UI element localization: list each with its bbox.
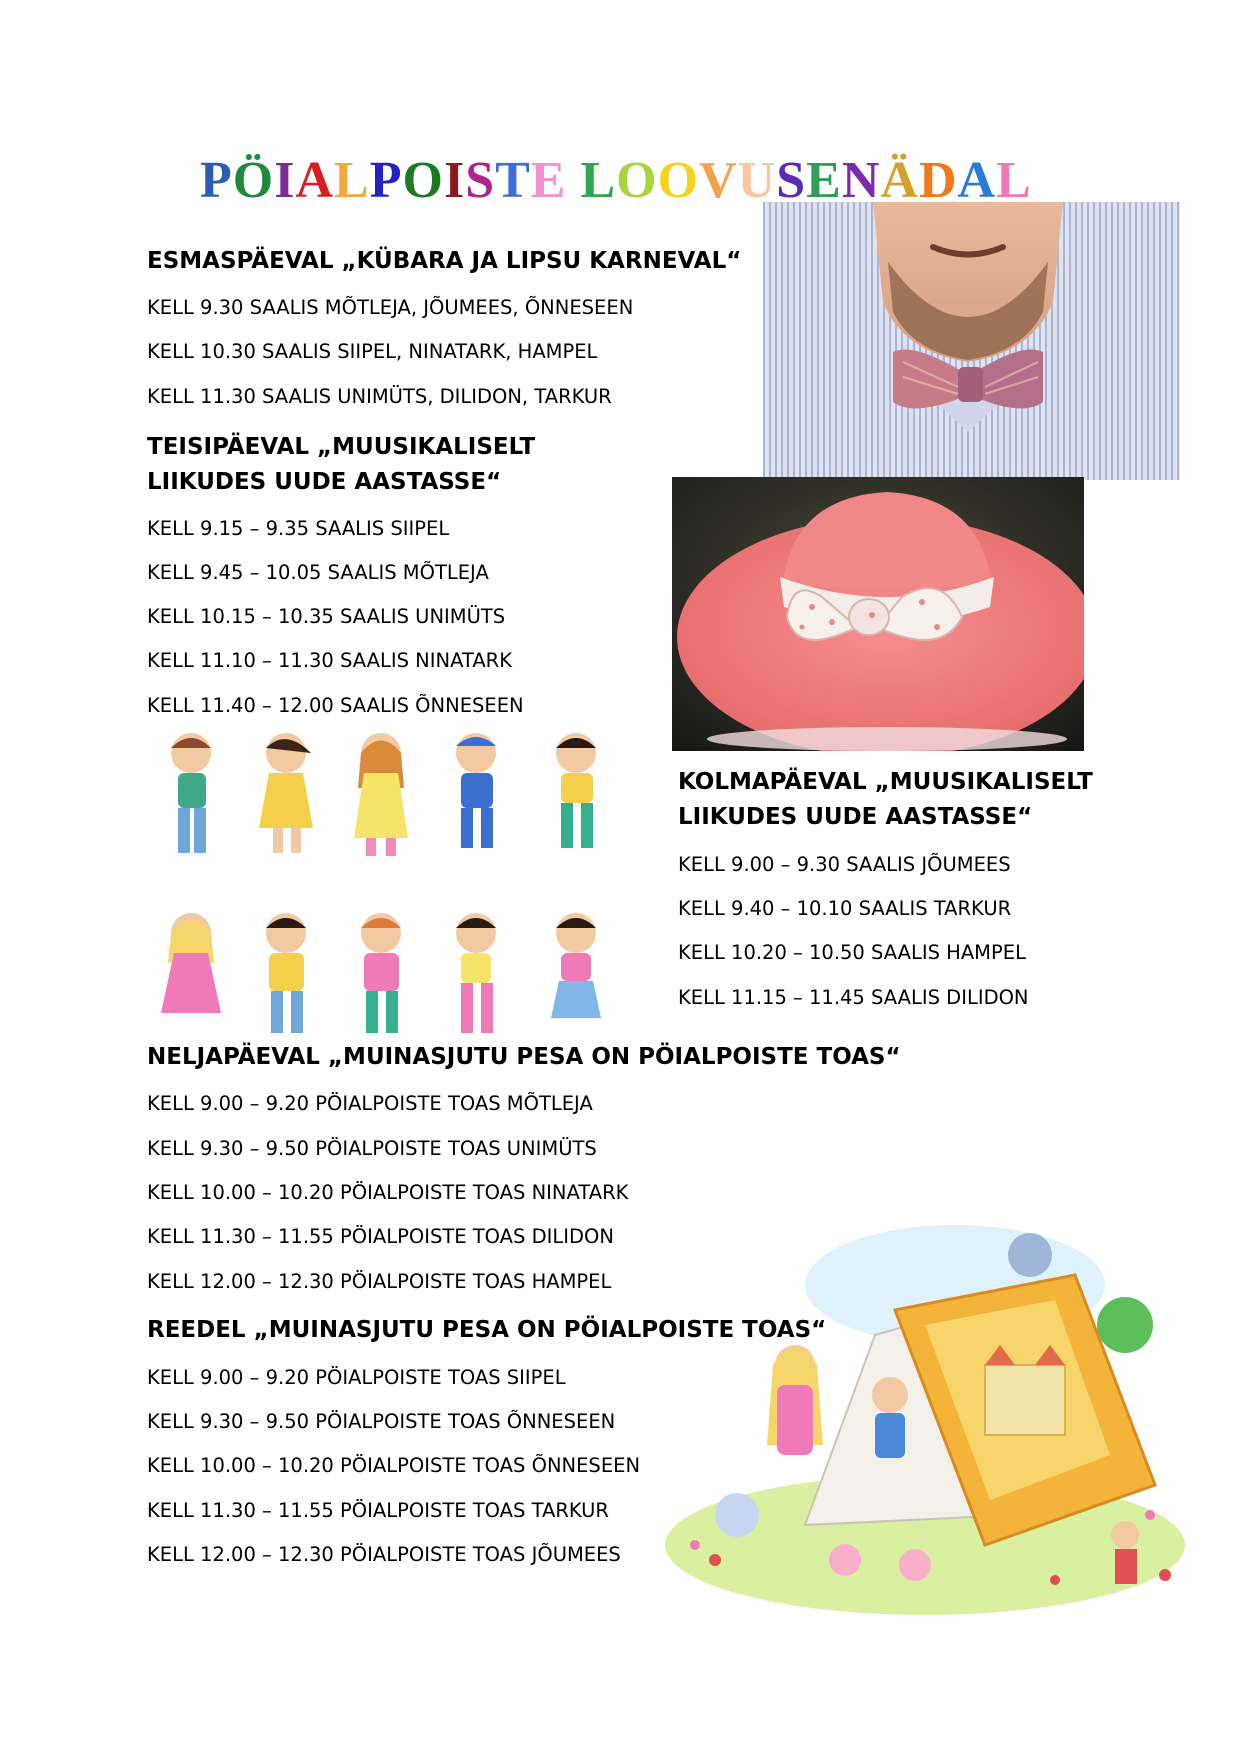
thursday-line: KELL 11.30 – 11.55 PÖIALPOISTE TOAS DILIDON [147,1225,614,1248]
title-letter: I [443,152,466,209]
monday-line: KELL 10.30 SAALIS SIIPEL, NINATARK, HAMPEL [147,340,598,363]
tuesday-line: KELL 9.45 – 10.05 SAALIS MÕTLEJA [147,561,489,584]
thursday-line: KELL 10.00 – 10.20 PÖIALPOISTE TOAS NINATARK [147,1181,629,1204]
title-letter [566,150,580,212]
monday-line: KELL 9.30 SAALIS MÕTLEJA, JÕUMEES, ÕNNESEEN [147,296,634,319]
title-letter: S [776,152,807,209]
friday-line: KELL 11.30 – 11.55 PÖIALPOISTE TOAS TARKUR [147,1499,609,1522]
friday-line: KELL 9.00 – 9.20 PÖIALPOISTE TOAS SIIPEL [147,1366,566,1389]
tuesday-line: KELL 11.40 – 12.00 SAALIS ÕNNESEEN [147,694,524,717]
title-letter: T [495,152,531,209]
storybook-illustration [655,1215,1195,1615]
title-letter: L [334,152,370,209]
thursday-heading: NELJAPÄEVAL „MUINASJUTU PESA ON PÖIALPOISTE TOAS“ [147,1044,901,1070]
title-letter: P [200,152,233,209]
title-letter: E [806,152,842,209]
title-letter: O [657,152,700,209]
title-letter: O [616,152,658,209]
title-letter: Ä [880,152,919,209]
title-letter: S [465,152,496,209]
dancing-children-illustration [136,718,656,1043]
thursday-line: KELL 9.00 – 9.20 PÖIALPOISTE TOAS MÕTLEJA [147,1092,593,1115]
tuesday-heading: TEISIPÄEVAL „MUUSIKALISELT [147,434,536,460]
title-letter: I [274,152,296,209]
thursday-line: KELL 12.00 – 12.30 PÖIALPOISTE TOAS HAMPEL [147,1270,612,1293]
hat-photo [672,477,1084,751]
title-letter: A [957,152,997,209]
title-letter: N [841,152,881,209]
wednesday-line: KELL 10.20 – 10.50 SAALIS HAMPEL [678,941,1026,964]
tuesday-line: KELL 11.10 – 11.30 SAALIS NINATARK [147,649,513,672]
tuesday-line: KELL 9.15 – 9.35 SAALIS SIIPEL [147,517,450,540]
wednesday-line: KELL 11.15 – 11.45 SAALIS DILIDON [678,986,1029,1009]
friday-line: KELL 9.30 – 9.50 PÖIALPOISTE TOAS ÕNNESEEN [147,1410,616,1433]
tuesday-heading: LIIKUDES UUDE AASTASSE“ [147,469,502,495]
thursday-line: KELL 9.30 – 9.50 PÖIALPOISTE TOAS UNIMÜTS [147,1137,597,1160]
title-letter: U [737,152,777,209]
friday-line: KELL 10.00 – 10.20 PÖIALPOISTE TOAS ÕNNESEEN [147,1454,641,1477]
wednesday-line: KELL 9.00 – 9.30 SAALIS JÕUMEES [678,853,1011,876]
title-letter: O [402,152,444,209]
friday-heading: REEDEL „MUINASJUTU PESA ON PÖIALPOISTE TOAS“ [147,1317,827,1343]
bowtie-photo [763,202,1180,480]
title-letter: Ö [232,152,275,209]
wednesday-heading: KOLMAPÄEVAL „MUUSIKALISELT [678,769,1093,795]
wednesday-heading: LIIKUDES UUDE AASTASSE“ [678,804,1033,830]
title-letter: A [295,152,335,209]
title-letter: V [699,152,738,209]
friday-line: KELL 12.00 – 12.30 PÖIALPOISTE TOAS JÕUMEES [147,1543,621,1566]
monday-line: KELL 11.30 SAALIS UNIMÜTS, DILIDON, TARKUR [147,385,612,408]
title-letter: L [996,152,1032,209]
title-letter: P [369,152,403,209]
title-letter: E [530,152,567,209]
title-letter: L [580,152,617,209]
tuesday-line: KELL 10.15 – 10.35 SAALIS UNIMÜTS [147,605,506,628]
monday-heading: ESMASPÄEVAL „KÜBARA JA LIPSU KARNEVAL“ [147,248,742,274]
wednesday-line: KELL 9.40 – 10.10 SAALIS TARKUR [678,897,1012,920]
page-title [200,150,1032,212]
title-letter: D [918,152,958,209]
